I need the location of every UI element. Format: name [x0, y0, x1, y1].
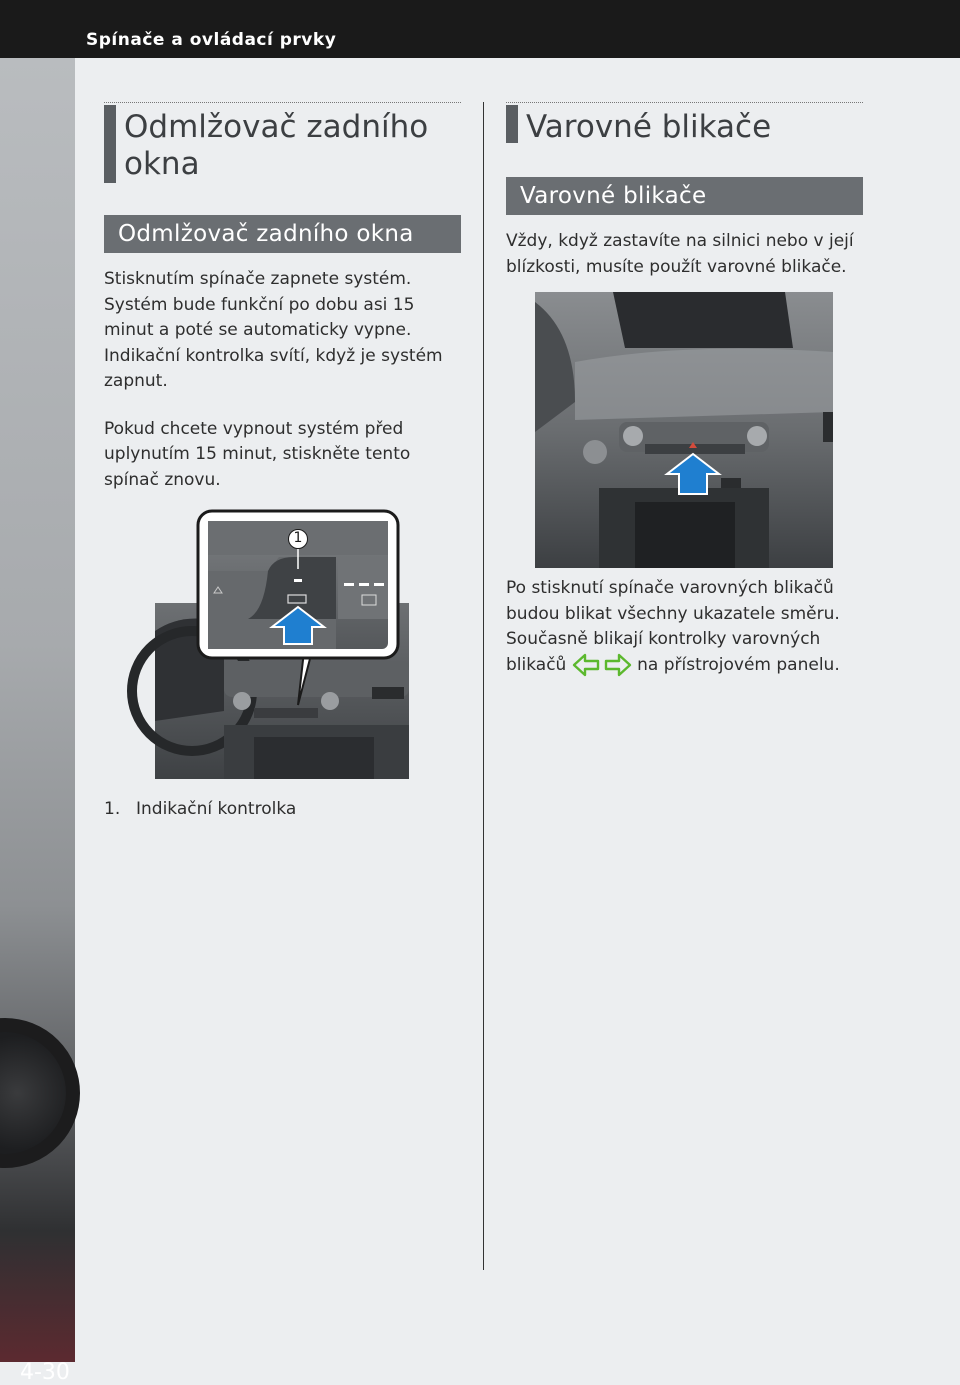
main-heading-hazard-lights — [506, 105, 863, 143]
figure-hazard-switch — [535, 292, 833, 568]
figure-defroster-switch — [104, 511, 461, 787]
subheading-text: Varovné blikače — [520, 183, 707, 209]
hazard-illustration — [535, 292, 833, 568]
column-divider — [483, 102, 484, 1270]
paragraph: Vždy, když zastavíte na silnici nebo v její blízkosti, musíte použít varovné blikače. — [506, 231, 854, 277]
page-number: 4-30 — [20, 1360, 70, 1385]
right-column — [506, 102, 863, 678]
main-heading-rear-defroster — [104, 105, 461, 183]
paragraph-text: Po stisknutí spínače varovných blikačů budou blikat všechny ukazatele směru. Současně blikají kontrolky varovných blikačů — [506, 578, 840, 675]
subheading-rear-defroster — [104, 215, 461, 253]
main-heading-text: Odmlžovač zadního okna — [124, 109, 429, 182]
section-title: Spínače a ovládací prvky — [86, 30, 337, 50]
list-item — [104, 797, 461, 822]
page-header — [0, 0, 960, 58]
main-heading-text: Varovné blikače — [526, 109, 772, 145]
list-text: Indikační kontrolka — [136, 799, 297, 819]
paragraph: Pokud chcete vypnout systém před uplynutím 15 minut, stiskněte tento spínač znovu. — [104, 418, 411, 490]
defroster-illustration — [104, 511, 461, 787]
dotted-rule — [104, 102, 461, 103]
hazard-indicator-icon — [572, 653, 632, 677]
paragraph: Stisknutím spínače zapnete systém. Systém bude funkční po dobu asi 15 minut a poté se automaticky vypne. Indikační kontrolka svítí, když je systém zapnut. — [104, 269, 443, 391]
list-number: 1. — [104, 799, 121, 819]
paragraph-text: na přístrojovém panelu. — [637, 654, 840, 675]
dotted-rule — [506, 102, 863, 103]
sidebar — [0, 58, 75, 1385]
left-column — [104, 102, 461, 822]
subheading-hazard-lights — [506, 177, 863, 215]
paragraph — [506, 576, 863, 678]
subheading-text: Odmlžovač zadního okna — [118, 221, 414, 247]
callout-number-1: 1 — [288, 529, 308, 549]
steering-wheel-graphic — [0, 1018, 80, 1168]
